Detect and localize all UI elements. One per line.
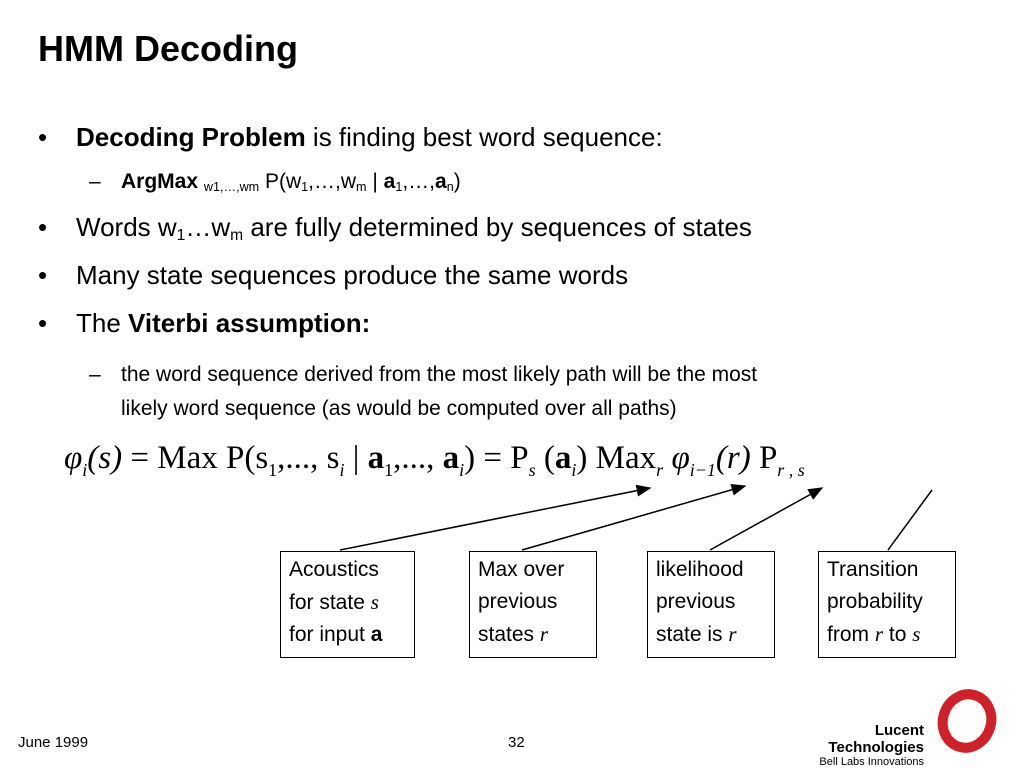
phi-symbol: φ [663,440,690,476]
prob-text: P(w [259,170,302,193]
phi-symbol: φ [64,440,83,476]
formula-max: Max [157,440,218,476]
bullet-dot: • [38,212,48,242]
formula-subscript: 1 [384,460,394,480]
box-var: s [370,590,379,614]
box-line: Acoustics [289,558,379,581]
formula-term: P [750,440,778,476]
bullet-text: …w [185,212,231,242]
box-max-over [469,551,597,658]
formula-term: ,..., s [277,440,340,476]
bullet-dot: • [38,308,48,338]
box-text: state is [656,623,729,646]
formula-term: P [510,440,529,476]
box-line: previous [478,590,558,613]
formula-term: ,..., [393,440,443,476]
bullet-dot: • [38,260,48,290]
formula-vector-a: a [554,440,572,476]
formula-term: P(s [217,440,269,476]
box-var: r [728,622,737,646]
company-name: Lucent Technologies [828,722,924,756]
box-text: from [827,623,875,646]
box-line: likelihood [656,558,744,581]
formula-term: ( [535,440,555,476]
box-line: probability [827,590,923,613]
formula-eq: = [122,440,158,476]
box-transition [818,551,956,658]
box-text: to [883,623,913,646]
formula-subscript: s [528,460,536,480]
lucent-ring-logo-icon [934,688,1000,754]
formula-subscript: i [82,460,88,480]
box-line [478,618,588,651]
bullet-bold: Viterbi assumption: [128,308,371,338]
subscript: 1 [301,180,309,195]
prob-text: | [366,170,384,193]
box-text: for state [289,591,371,614]
formula-term: (s) [87,440,123,476]
formula-vector-a: a [442,440,460,476]
company-logo-text [778,722,924,768]
box-text: for input [289,623,371,646]
prob-text: ,…,w [308,170,357,193]
subscript: m [356,180,367,195]
formula-subscript: i [571,460,577,480]
prob-text: ) [453,170,461,193]
vector-a: a [435,170,447,193]
subbullet-dash: – [89,170,101,193]
formula-max: Max [595,440,657,476]
company-tagline: Bell Labs Innovations [819,756,924,768]
box-text: states [478,623,540,646]
formula-vector-a: a [367,440,385,476]
argmax-label: ArgMax [121,170,199,193]
arrow-likelihood [710,488,822,550]
formula-term: (r) [715,440,751,476]
subbullet-dash: – [89,363,101,386]
bullet-text: Many state sequences produce the same words [76,260,629,290]
bullet-text: is finding best word sequence: [305,122,663,152]
box-var: s [912,622,921,646]
box-likelihood [647,551,775,658]
formula-term: ) [576,440,596,476]
page-number: 32 [508,734,525,751]
formula-subscript: i [339,460,345,480]
box-line [289,619,406,651]
box-acoustics [280,551,415,658]
arrow-max [522,486,745,550]
formula-subscript: r [656,460,664,480]
box-var: a [370,623,383,646]
formula-subscript: i−1 [689,460,716,480]
bullet-text: Words w [76,212,177,242]
arrow-acoustics [340,488,650,550]
box-line [656,618,766,651]
arrow-transition [888,490,932,550]
box-line [289,586,406,619]
slide-title: HMM Decoding [38,28,298,69]
subscript: m [230,226,244,244]
box-line: Transition [827,558,919,581]
formula-subscript: r , s [777,460,805,480]
subscript: n [446,180,454,195]
vector-a: a [383,170,396,193]
box-var: r [874,622,884,646]
footer-date: June 1999 [18,734,89,751]
subscript: 1 [395,180,403,195]
box-var: r [539,622,549,646]
box-line: Max over [478,558,565,581]
formula-subscript: i [459,460,465,480]
formula-bar: | [344,440,368,476]
bullet-text: The [76,308,129,338]
box-line [827,618,947,651]
prob-text: ,…, [402,170,436,193]
subbullet-line: likely word sequence (as would be computed over all paths) [121,397,677,420]
subbullet-line: the word sequence derived from the most likely path will be the most [121,363,758,386]
formula-subscript: 1 [268,460,278,480]
bullet-dot: • [38,122,48,152]
bullet-text: are fully determined by sequences of states [243,212,752,242]
argmax-subscript: w1,…,wm [203,180,260,195]
box-line: previous [656,590,736,613]
formula-eq: = [475,440,511,476]
bullet-bold: Decoding Problem [76,122,306,152]
formula-term: ) [464,440,476,476]
subscript: 1 [176,226,186,244]
